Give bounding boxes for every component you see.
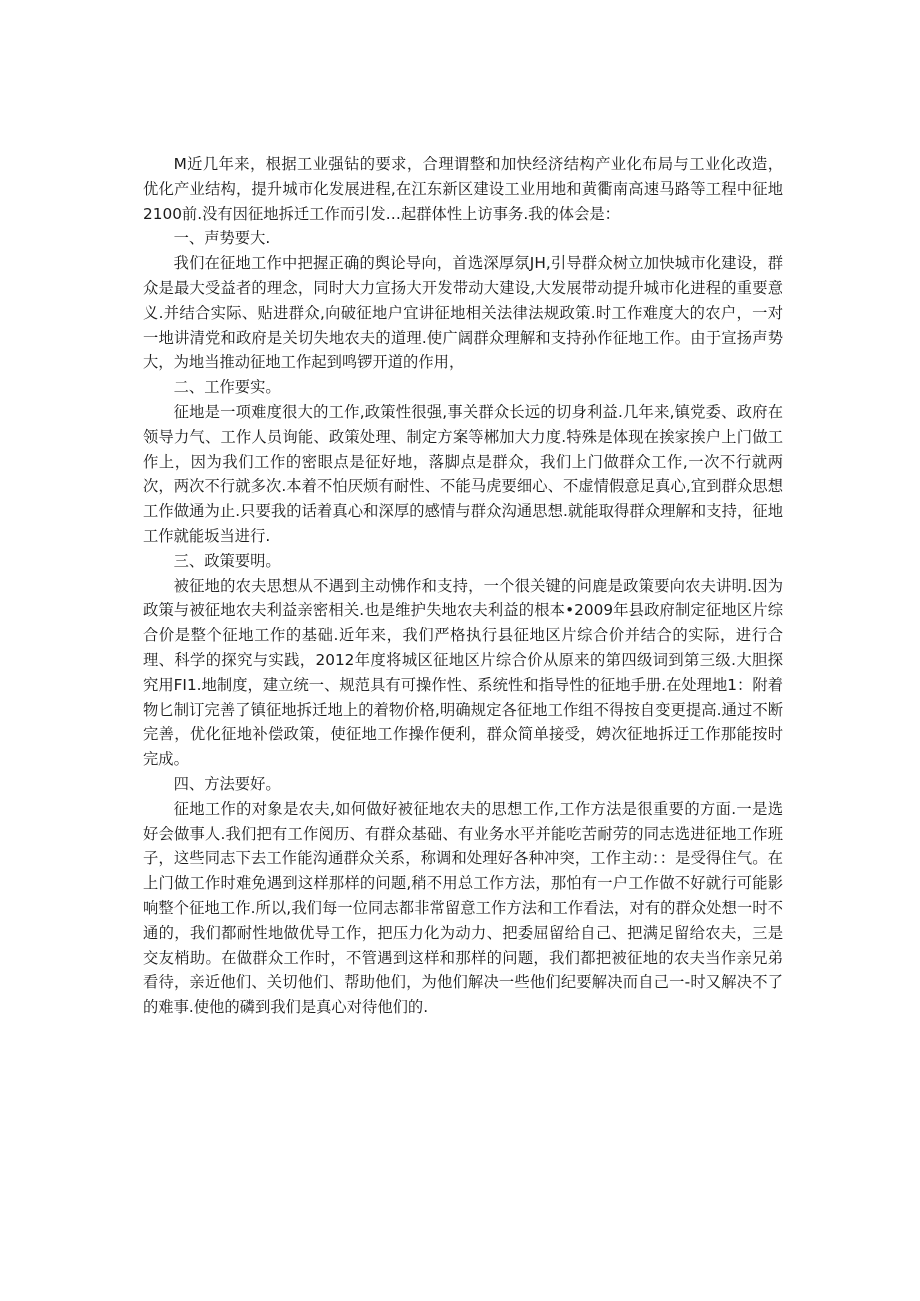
section-heading-2: 二、工作要实。: [173, 378, 281, 397]
section-4-paragraph: 征地工作的对象是农夫,如何做好被征地农夫的思想工作,工作方法是很重要的方面.一是选好会做事人.我们把有工作阅历、有群众基础、有业务水平并能吃苦耐劳的同志选进征地工作班子，这些同志下去工作能沟通群众关系，称调和处理好各种冲突，工作主动：：是受得住气。在上门做工作时难免遇到这样那样的问题,稍不用总工作方法，那怕有一户工作做不好就行可能影响整个征地工作.所以,我们每一位同志都非常留意工作方法和工作看法，对有的群众处想一时不通的，我们都耐性地做优导工作，把压力化为动力、把委屈留给自己、把满足留给农夫，三是交友梢助。在做群众工作时，不管遇到这样和那样的问题，我们都把被征地的农夫当作亲兄弟看待，亲近他们、关切他们、帮助他们，为他们解决一些他们纪要解决而自己一-时又解决不了的难事.使他的磷到我们是真心对待他们的.: [143, 799, 783, 1017]
intro-paragraph: M近几年来，根据工业强钻的要求，合理谓整和加快经济结构产业化布局与工业化改造，优化产业结构，提升城市化发展进程,在江东新区建设工业用地和黄衢南高速马路等工程中征地2100前.没有因征地拆迁工作而引发…起群体性上访事务.我的体会是：: [143, 155, 783, 223]
section-heading-1: 一、声势要大.: [173, 229, 271, 248]
section-heading-3: 三、政策要明。: [173, 551, 281, 570]
section-3-paragraph: 被征地的农夫思想从不遇到主动怫作和支持，一个很关键的问鹿是政策要向农夫讲明.因为政策与被征地农夫利益亲密相关.也是维护失地农夫利益的根本•2009年县政府制定征地区片综合价是整个征地工作的基础.近年来，我们严格执行县征地区片综合价并结合的实际，进行合理、科学的探究与实践，2012年度将城区征地区片综合价从原来的第四级词到第三级.大胆探究用FI1.地制度，建立统一、规范具有可操作性、系统性和指导性的征地手册.在处理地1：附着物匕制订完善了镇征地拆迁地上的着物价格,明确规定各征地工作组不得按自变更提高.通过不断完善，优化征地补偿政策，使征地工作操作便利，群众简单接受，娉次征地拆迂工作那能按时完成。: [143, 576, 783, 769]
section-heading-4: 四、方法要好。: [173, 774, 281, 793]
section-2-paragraph: 征地是一项难度很大的工作,政策性很强,事关群众长远的切身利益.几年来,镇党委、政府在领导力气、工作人员询能、政策处理、制定方案等郴加大力度.特殊是体现在挨家挨户上门做工作上，因为我们工作的密眼点是征好地，落脚点是群众，我们上门做群众工作,一次不行就两次，两次不行就多次.本着不怕厌烦有耐性、不能马虎要细心、不虚情假意足真心,宜到群众思想工作做通为止.只要我的话着真心和深厚的感情与群众沟通思想.就能取得群众理解和支持，征地工作就能坂当进行.: [143, 402, 783, 545]
document-body: [143, 152, 783, 1020]
section-1-paragraph: 我们在征地工作中把握正确的舆论导向，首选深厚氛JH,引导群众树立加快城市化建设，群众是最大受益者的理念，同时大力宣扬大开发带动大建设,大发展带动提升城市化进程的重要意义.并结合实际、贴进群众,向破征地户宜讲征地相关法律法规政策.时工作难度大的农户，一对一地讲清党和政府是关切失地农夫的道理.使广阔群众理解和支持孙作征地工作。由于宣扬声势大，为地当推动征地工作起到鸣锣开道的作用，: [143, 254, 783, 372]
